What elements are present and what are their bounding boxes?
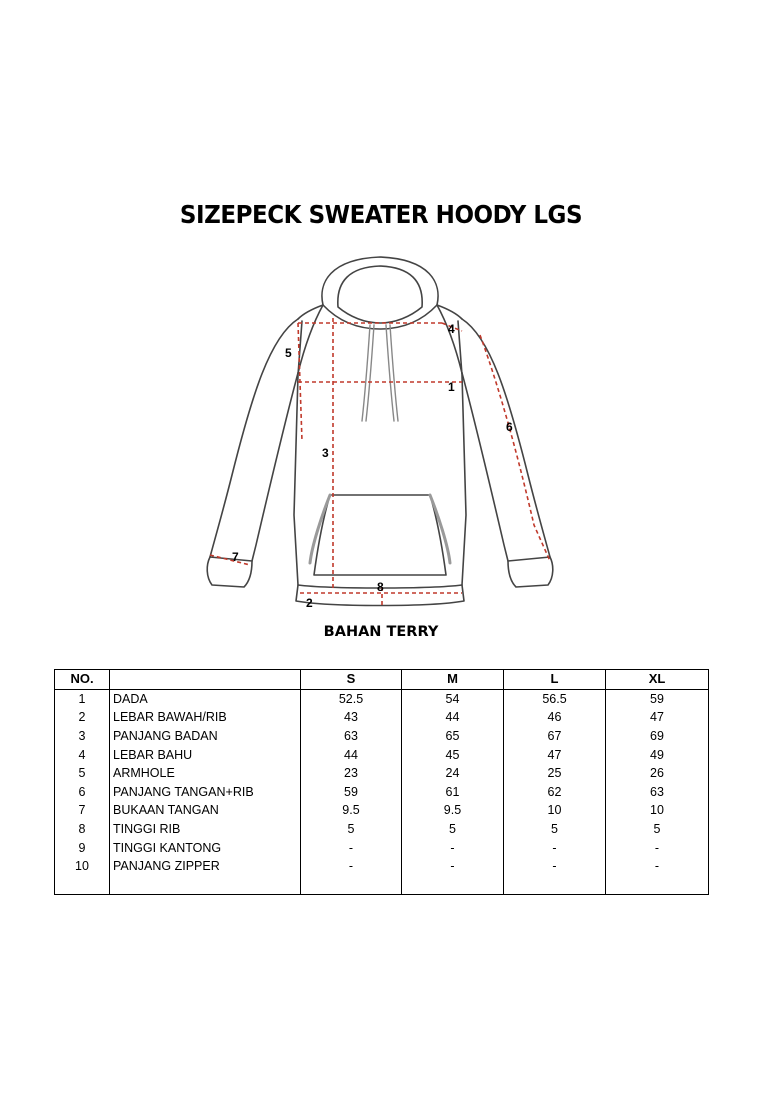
cell-m: -	[402, 857, 504, 876]
cell-s: 44	[301, 745, 402, 764]
page-title: SIZEPECK SWEATER HOODY LGS	[179, 200, 583, 229]
cell-name: LEBAR BAHU	[110, 745, 301, 764]
table-row	[55, 727, 709, 746]
cell-xl: 5	[606, 820, 709, 839]
hood-inner	[338, 266, 422, 323]
cell-s	[301, 876, 402, 895]
cell-name: TINGGI RIB	[110, 820, 301, 839]
marker-8: 8	[377, 580, 384, 594]
cell-name: DADA	[110, 689, 301, 708]
marker-5: 5	[285, 346, 292, 360]
cell-l	[504, 876, 606, 895]
cell-s: 52.5	[301, 689, 402, 708]
cell-no: 2	[55, 708, 110, 727]
cell-s: 5	[301, 820, 402, 839]
cell-name: PANJANG ZIPPER	[110, 857, 301, 876]
cell-l: 62	[504, 783, 606, 802]
table-row	[55, 876, 709, 895]
cell-l: 46	[504, 708, 606, 727]
cell-s: -	[301, 838, 402, 857]
drawstring-right	[390, 325, 398, 421]
cell-name: ARMHOLE	[110, 764, 301, 783]
cell-no: 7	[55, 801, 110, 820]
cell-m: 54	[402, 689, 504, 708]
cell-l: 67	[504, 727, 606, 746]
header-xl: XL	[606, 670, 709, 690]
cell-l: 25	[504, 764, 606, 783]
cell-xl: 63	[606, 783, 709, 802]
cell-m	[402, 876, 504, 895]
cell-xl: 26	[606, 764, 709, 783]
cell-no: 9	[55, 838, 110, 857]
cell-m: 24	[402, 764, 504, 783]
cell-no: 1	[55, 689, 110, 708]
cell-l: 47	[504, 745, 606, 764]
cell-s: 59	[301, 783, 402, 802]
table-row	[55, 708, 709, 727]
hoodie-diagram	[180, 245, 580, 620]
table-row	[55, 801, 709, 820]
cell-no: 8	[55, 820, 110, 839]
cell-s: 43	[301, 708, 402, 727]
cell-m: 9.5	[402, 801, 504, 820]
cell-l: -	[504, 857, 606, 876]
cell-m: -	[402, 838, 504, 857]
table-row	[55, 838, 709, 857]
header-s: S	[301, 670, 402, 690]
cell-xl: 49	[606, 745, 709, 764]
cell-xl	[606, 876, 709, 895]
marker-2: 2	[306, 596, 313, 610]
cell-xl: 69	[606, 727, 709, 746]
marker-6: 6	[506, 420, 513, 434]
table-header-row	[55, 670, 709, 690]
cell-l: 5	[504, 820, 606, 839]
marker-7: 7	[232, 550, 239, 564]
cell-s: -	[301, 857, 402, 876]
cell-no: 5	[55, 764, 110, 783]
table-row	[55, 820, 709, 839]
cell-name	[110, 876, 301, 895]
right-sleeve	[462, 319, 550, 557]
cell-no: 10	[55, 857, 110, 876]
cell-name: LEBAR BAWAH/RIB	[110, 708, 301, 727]
header-no: NO.	[55, 670, 110, 690]
cell-xl: -	[606, 857, 709, 876]
table-row	[55, 745, 709, 764]
cell-xl: -	[606, 838, 709, 857]
cell-name: PANJANG BADAN	[110, 727, 301, 746]
cell-no: 6	[55, 783, 110, 802]
cell-no	[55, 876, 110, 895]
cell-s: 63	[301, 727, 402, 746]
cell-l: 56.5	[504, 689, 606, 708]
cell-no: 4	[55, 745, 110, 764]
measure-6-sleeve	[480, 335, 550, 561]
table-row	[55, 783, 709, 802]
cell-xl: 59	[606, 689, 709, 708]
cell-m: 5	[402, 820, 504, 839]
cell-s: 9.5	[301, 801, 402, 820]
cell-xl: 47	[606, 708, 709, 727]
table-row	[55, 764, 709, 783]
cell-m: 65	[402, 727, 504, 746]
cell-xl: 10	[606, 801, 709, 820]
marker-1: 1	[448, 380, 455, 394]
cell-m: 61	[402, 783, 504, 802]
table-row	[55, 689, 709, 708]
cell-no: 3	[55, 727, 110, 746]
cell-m: 44	[402, 708, 504, 727]
header-m: M	[402, 670, 504, 690]
fabric-label: BAHAN TERRY	[323, 624, 439, 640]
header-name	[110, 670, 301, 690]
cell-name: TINGGI KANTONG	[110, 838, 301, 857]
header-l: L	[504, 670, 606, 690]
marker-4: 4	[448, 322, 455, 336]
drawstring-left	[362, 325, 370, 421]
cell-l: 10	[504, 801, 606, 820]
cell-m: 45	[402, 745, 504, 764]
cell-name: BUKAAN TANGAN	[110, 801, 301, 820]
size-chart-table	[54, 669, 709, 895]
marker-3: 3	[322, 446, 329, 460]
cell-l: -	[504, 838, 606, 857]
hood-outline	[322, 257, 438, 305]
table-row	[55, 857, 709, 876]
cell-s: 23	[301, 764, 402, 783]
cell-name: PANJANG TANGAN+RIB	[110, 783, 301, 802]
